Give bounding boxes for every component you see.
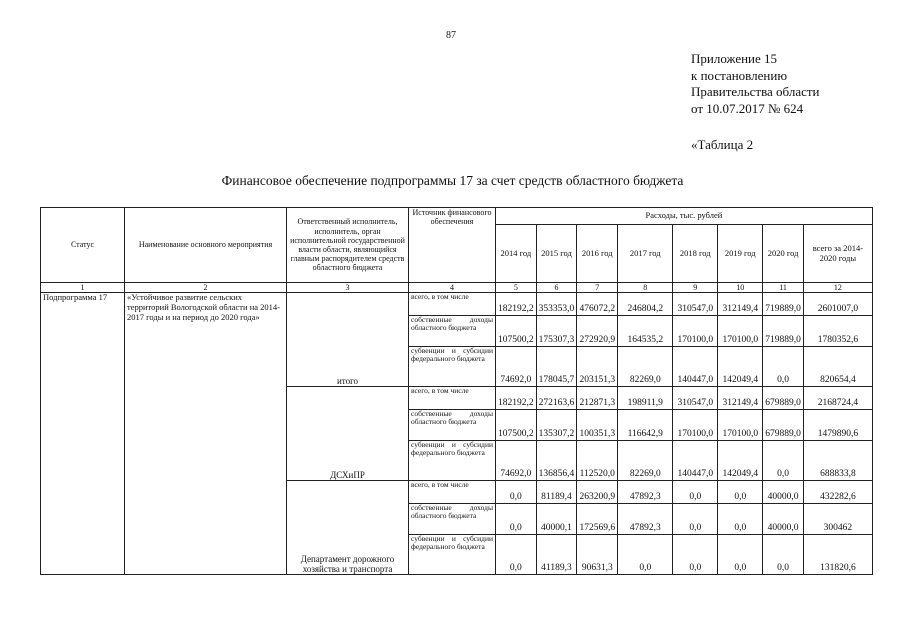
value-cell-total: 432282,6 [803,481,872,504]
value-cell: 164535,2 [618,316,673,347]
column-number: 4 [409,283,496,293]
value-cell: 679889,0 [763,387,804,410]
value-cell: 74692,0 [496,441,537,481]
value-cell: 0,0 [763,535,804,575]
value-cell: 74692,0 [496,347,537,387]
value-cell: 112520,0 [577,441,618,481]
value-cell: 0,0 [718,481,763,504]
value-cell: 182192,2 [496,293,537,316]
header-year: 2019 год [718,225,763,283]
value-cell: 40000,1 [536,504,577,535]
source-cell: собственные доходы областного бюджета [409,410,496,441]
source-cell: всего, в том числе [409,293,496,316]
value-cell: 0,0 [673,504,718,535]
value-cell: 0,0 [496,535,537,575]
source-cell: субвенции и субсидии федерального бюджета [409,347,496,387]
table-row [41,293,873,316]
value-cell: 203151,3 [577,347,618,387]
source-cell: субвенции и субсидии федерального бюджета [409,441,496,481]
value-cell-total: 820654,4 [803,347,872,387]
value-cell-total: 1780352,6 [803,316,872,347]
header-name: Наименование основного мероприятия [125,208,287,283]
value-cell: 212871,3 [577,387,618,410]
column-number: 6 [536,283,577,293]
value-cell: 107500,2 [496,316,537,347]
value-cell: 170100,0 [673,316,718,347]
executor-cell: итого [287,293,409,387]
value-cell: 0,0 [763,441,804,481]
value-cell: 476072,2 [577,293,618,316]
column-number: 12 [803,283,872,293]
value-cell-total: 300462 [803,504,872,535]
appendix-line-3: Правительства области [691,84,820,99]
header-expenses: Расходы, тыс. рублей [496,208,873,225]
header-year: 2015 год [536,225,577,283]
value-cell: 140447,0 [673,347,718,387]
value-cell: 0,0 [673,535,718,575]
value-cell: 172569,6 [577,504,618,535]
value-cell: 178045,7 [536,347,577,387]
header-year-total: всего за 2014-2020 годы [803,225,872,283]
header-year: 2017 год [618,225,673,283]
value-cell: 82269,0 [618,441,673,481]
value-cell: 312149,4 [718,387,763,410]
executor-cell: Департамент дорожного хозяйства и транспорта [287,481,409,575]
value-cell: 0,0 [718,504,763,535]
value-cell-total: 2168724,4 [803,387,872,410]
column-number: 10 [718,283,763,293]
value-cell: 107500,2 [496,410,537,441]
value-cell: 182192,2 [496,387,537,410]
value-cell: 263200,9 [577,481,618,504]
value-cell-total: 2601007,0 [803,293,872,316]
value-cell: 82269,0 [618,347,673,387]
value-cell: 175307,3 [536,316,577,347]
value-cell: 0,0 [673,481,718,504]
header-year: 2018 год [673,225,718,283]
value-cell: 136856,4 [536,441,577,481]
value-cell: 0,0 [763,347,804,387]
value-cell: 0,0 [618,535,673,575]
document-title: Финансовое обеспечение подпрограммы 17 за счет средств областного бюджета [221,173,684,188]
value-cell: 47892,3 [618,504,673,535]
value-cell-total: 688833,8 [803,441,872,481]
value-cell: 140447,0 [673,441,718,481]
value-cell: 81189,4 [536,481,577,504]
source-cell: всего, в том числе [409,387,496,410]
value-cell: 719889,0 [763,293,804,316]
value-cell: 142049,4 [718,347,763,387]
value-cell-total: 131820,6 [803,535,872,575]
appendix-line-4: от 10.07.2017 № 624 [691,100,804,116]
value-cell: 272920,9 [577,316,618,347]
column-number: 9 [673,283,718,293]
finance-table [40,207,873,575]
column-number: 1 [41,283,125,293]
source-cell: собственные доходы областного бюджета [409,316,496,347]
value-cell: 310547,0 [673,387,718,410]
header-responsible: Ответственный исполнитель, исполнитель, орган исполнительной государственной власти области, являющийся главным распорядителем средств областного бюджета [287,208,409,283]
subprogram-name: «Устойчивое развитие сельских территорий Вологодской области на 2014-2017 годы и на период до 2020 года» [125,293,287,575]
value-cell: 90631,3 [577,535,618,575]
column-number: 7 [577,283,618,293]
source-cell: субвенции и субсидии федерального бюджета [409,535,496,575]
value-cell: 679889,0 [763,410,804,441]
header-year: 2014 год [496,225,537,283]
appendix-reference [691,51,820,117]
value-cell: 719889,0 [763,316,804,347]
value-cell: 312149,4 [718,293,763,316]
executor-cell: ДСХиПР [287,387,409,481]
column-number: 3 [287,283,409,293]
value-cell: 246804,2 [618,293,673,316]
value-cell: 142049,4 [718,441,763,481]
value-cell: 272163,6 [536,387,577,410]
value-cell: 310547,0 [673,293,718,316]
value-cell: 47892,3 [618,481,673,504]
value-cell: 116642,9 [618,410,673,441]
header-status: Статус [41,208,125,283]
appendix-line-1: Приложение 15 [691,51,778,66]
value-cell: 0,0 [718,535,763,575]
appendix-line-2: к постановлению [691,67,788,83]
header-year: 2020 год [763,225,804,283]
page-number: 87 [446,30,456,41]
value-cell: 41189,3 [536,535,577,575]
value-cell: 0,0 [496,504,537,535]
header-year: 2016 год [577,225,618,283]
status-cell: Подпрограмма 17 [41,293,125,575]
table-label: «Таблица 2 [691,137,754,152]
value-cell: 40000,0 [763,481,804,504]
value-cell: 100351,3 [577,410,618,441]
value-cell-total: 1479890,6 [803,410,872,441]
column-number: 8 [618,283,673,293]
value-cell: 0,0 [496,481,537,504]
value-cell: 353353,0 [536,293,577,316]
value-cell: 198911,9 [618,387,673,410]
source-cell: собственные доходы областного бюджета [409,504,496,535]
value-cell: 170100,0 [718,316,763,347]
column-number: 11 [763,283,804,293]
value-cell: 170100,0 [718,410,763,441]
value-cell: 170100,0 [673,410,718,441]
value-cell: 135307,2 [536,410,577,441]
column-number: 2 [125,283,287,293]
header-source: Источник финансового обеспечения [409,208,496,283]
column-number: 5 [496,283,537,293]
source-cell: всего, в том числе [409,481,496,504]
value-cell: 40000,0 [763,504,804,535]
